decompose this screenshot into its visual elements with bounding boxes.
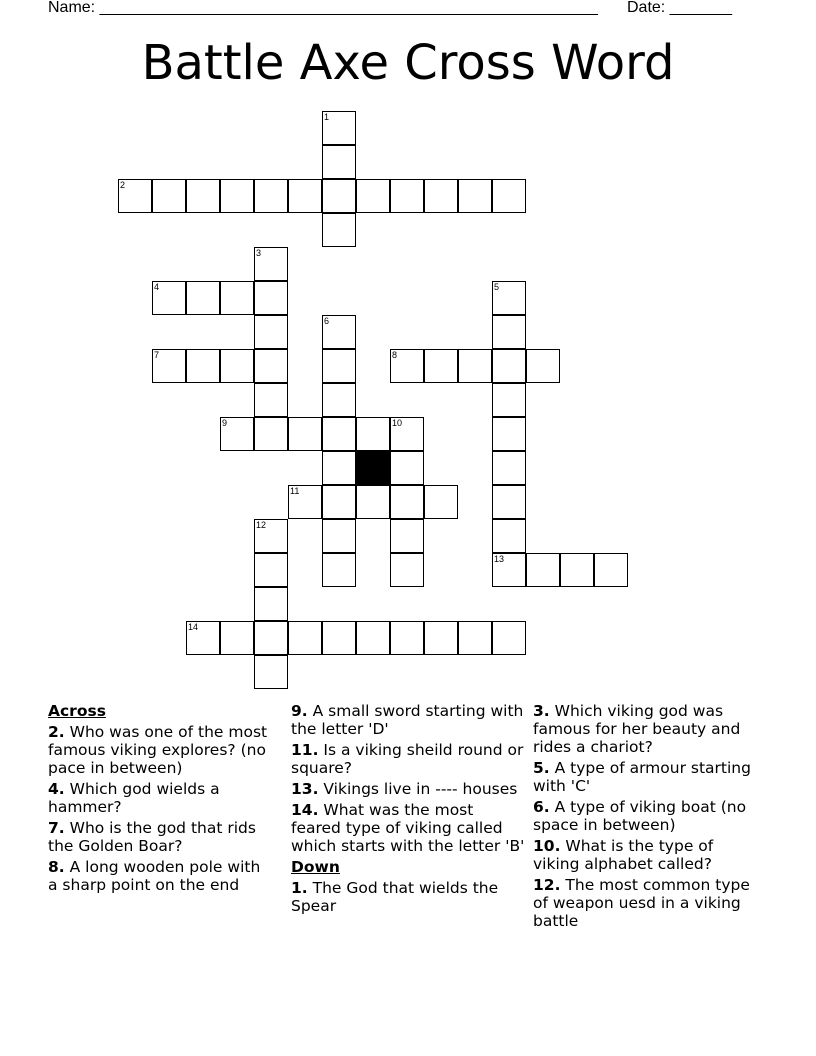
grid-cell[interactable]	[390, 621, 424, 655]
grid-cell[interactable]	[322, 349, 356, 383]
grid-cell[interactable]	[390, 553, 424, 587]
clue-number: 3.	[533, 702, 550, 720]
clue-across-14	[291, 801, 527, 855]
grid-cell[interactable]	[560, 553, 594, 587]
cell-number: 10	[392, 418, 403, 428]
grid-cell[interactable]	[492, 349, 526, 383]
cell-number: 7	[154, 350, 160, 360]
grid-cell[interactable]	[492, 621, 526, 655]
clue-text: What was the most feared type of viking called which starts with the letter 'B'	[291, 801, 525, 855]
clue-number: 9.	[291, 702, 308, 720]
grid-cell[interactable]	[118, 179, 152, 213]
grid-cell[interactable]	[220, 349, 254, 383]
down-heading: Down	[291, 858, 340, 876]
grid-cell[interactable]	[458, 621, 492, 655]
grid-cell[interactable]	[492, 553, 526, 587]
clues-column-1	[48, 702, 273, 897]
grid-cell[interactable]	[322, 553, 356, 587]
clue-number: 6.	[533, 798, 550, 816]
cell-number: 2	[120, 180, 126, 190]
grid-cell[interactable]	[322, 383, 356, 417]
clue-number: 7.	[48, 819, 65, 837]
cell-number: 1	[324, 112, 330, 122]
cell-number: 13	[494, 554, 505, 564]
grid-cell[interactable]	[152, 281, 186, 315]
clue-number: 12.	[533, 876, 561, 894]
grid-cell[interactable]	[322, 315, 356, 349]
grid-cell[interactable]	[322, 451, 356, 485]
grid-cell[interactable]	[254, 655, 288, 689]
grid-cell[interactable]	[288, 621, 322, 655]
grid-cell[interactable]	[322, 621, 356, 655]
clue-down-1	[291, 879, 527, 915]
grid-cell[interactable]	[186, 281, 220, 315]
grid-cell[interactable]	[390, 451, 424, 485]
grid-cell[interactable]	[492, 485, 526, 519]
cell-number: 11	[290, 486, 300, 496]
grid-cell[interactable]	[356, 621, 390, 655]
grid-cell[interactable]	[288, 417, 322, 451]
grid-cell[interactable]	[424, 179, 458, 213]
grid-cell[interactable]	[492, 519, 526, 553]
clue-down-3	[533, 702, 763, 756]
clue-text: A type of viking boat (no space in between)	[533, 798, 747, 834]
clue-across-11	[291, 741, 527, 777]
clue-number: 1.	[291, 879, 308, 897]
grid-cell[interactable]	[220, 621, 254, 655]
grid-cell[interactable]	[492, 417, 526, 451]
grid-cell[interactable]	[254, 315, 288, 349]
grid-cell[interactable]	[322, 519, 356, 553]
clue-text: Vikings live in ---- houses	[323, 780, 518, 798]
grid-cell[interactable]	[288, 485, 322, 519]
clue-text: Which viking god was famous for her beauty and rides a chariot?	[533, 702, 741, 756]
grid-cell[interactable]	[186, 349, 220, 383]
clue-number: 14.	[291, 801, 319, 819]
clue-number: 8.	[48, 858, 65, 876]
clue-across-13	[291, 780, 527, 798]
name-field[interactable]: Name: ________________________________________________________	[48, 0, 598, 16]
clue-down-5	[533, 759, 763, 795]
clue-across-7	[48, 819, 273, 855]
grid-cell[interactable]	[254, 417, 288, 451]
cell-number: 6	[324, 316, 330, 326]
clue-text: Which god wields a hammer?	[48, 780, 220, 816]
clue-number: 13.	[291, 780, 319, 798]
grid-cell[interactable]	[220, 281, 254, 315]
grid-cell[interactable]	[254, 383, 288, 417]
grid-cell[interactable]	[322, 417, 356, 451]
grid-cell[interactable]	[390, 179, 424, 213]
page-title: Battle Axe Cross Word	[141, 35, 675, 91]
grid-cell[interactable]	[458, 179, 492, 213]
grid-cell[interactable]	[390, 349, 424, 383]
cell-number: 12	[256, 520, 267, 530]
grid-cell[interactable]	[322, 179, 356, 213]
grid-cell[interactable]	[322, 111, 356, 145]
cell-number: 3	[256, 248, 262, 258]
clue-text: The God that wields the Spear	[291, 879, 499, 915]
clue-text: What is the type of viking alphabet called?	[533, 837, 714, 873]
clue-text: A long wooden pole with a sharp point on the end	[48, 858, 261, 894]
grid-cell[interactable]	[458, 349, 492, 383]
grid-cell[interactable]	[254, 553, 288, 587]
grid-cell[interactable]	[424, 349, 458, 383]
date-field[interactable]: Date: _______	[627, 0, 732, 16]
cell-number: 5	[494, 282, 500, 292]
cell-number: 4	[154, 282, 160, 292]
grid-cell[interactable]	[424, 621, 458, 655]
clue-down-12	[533, 876, 763, 930]
grid-cell[interactable]	[254, 587, 288, 621]
clue-text: The most common type of weapon uesd in a viking battle	[533, 876, 750, 930]
clue-number: 10.	[533, 837, 561, 855]
grid-cell[interactable]	[186, 179, 220, 213]
grid-cell[interactable]	[390, 519, 424, 553]
cell-number: 14	[188, 622, 199, 632]
grid-cell[interactable]	[356, 485, 390, 519]
clue-text: A type of armour starting with 'C'	[533, 759, 751, 795]
grid-cell[interactable]	[594, 553, 628, 587]
grid-cell[interactable]	[390, 417, 424, 451]
clue-text: Who is the god that rids the Golden Boar?	[48, 819, 256, 855]
grid-cell[interactable]	[390, 485, 424, 519]
grid-cell[interactable]	[492, 451, 526, 485]
clue-text: Is a viking sheild round or square?	[291, 741, 524, 777]
clue-across-2	[48, 723, 273, 777]
grid-cell[interactable]	[254, 179, 288, 213]
grid-cell[interactable]	[492, 179, 526, 213]
grid-cell[interactable]	[526, 349, 560, 383]
grid-cell[interactable]	[526, 553, 560, 587]
grid-cell[interactable]	[220, 179, 254, 213]
clue-across-9	[291, 702, 527, 738]
grid-cell[interactable]	[356, 179, 390, 213]
grid-block	[356, 451, 390, 485]
grid-cell[interactable]	[254, 519, 288, 553]
grid-cell[interactable]	[322, 485, 356, 519]
clues-column-3	[533, 702, 763, 933]
grid-cell[interactable]	[492, 383, 526, 417]
grid-cell[interactable]	[492, 315, 526, 349]
grid-cell[interactable]	[424, 485, 458, 519]
across-heading: Across	[48, 702, 106, 720]
clue-down-6	[533, 798, 763, 834]
grid-cell[interactable]	[322, 213, 356, 247]
grid-cell[interactable]	[220, 417, 254, 451]
clues-column-2	[291, 702, 527, 918]
clue-number: 2.	[48, 723, 65, 741]
grid-cell[interactable]	[356, 417, 390, 451]
grid-cell[interactable]	[254, 349, 288, 383]
clue-number: 4.	[48, 780, 65, 798]
clue-across-4	[48, 780, 273, 816]
grid-cell[interactable]	[288, 179, 322, 213]
grid-cell[interactable]	[254, 247, 288, 281]
clue-text: Who was one of the most famous viking explores? (no pace in between)	[48, 723, 268, 777]
clue-number: 5.	[533, 759, 550, 777]
grid-cell[interactable]	[492, 281, 526, 315]
grid-cell[interactable]	[322, 145, 356, 179]
grid-cell[interactable]	[254, 281, 288, 315]
clue-down-10	[533, 837, 763, 873]
cell-number: 8	[392, 350, 398, 360]
clue-number: 11.	[291, 741, 319, 759]
grid-cell[interactable]	[152, 349, 186, 383]
grid-cell[interactable]	[186, 621, 220, 655]
grid-cell[interactable]	[152, 179, 186, 213]
clue-across-8	[48, 858, 273, 894]
clue-text: A small sword starting with the letter 'D'	[291, 702, 524, 738]
cell-number: 9	[222, 418, 228, 428]
grid-cell[interactable]	[254, 621, 288, 655]
